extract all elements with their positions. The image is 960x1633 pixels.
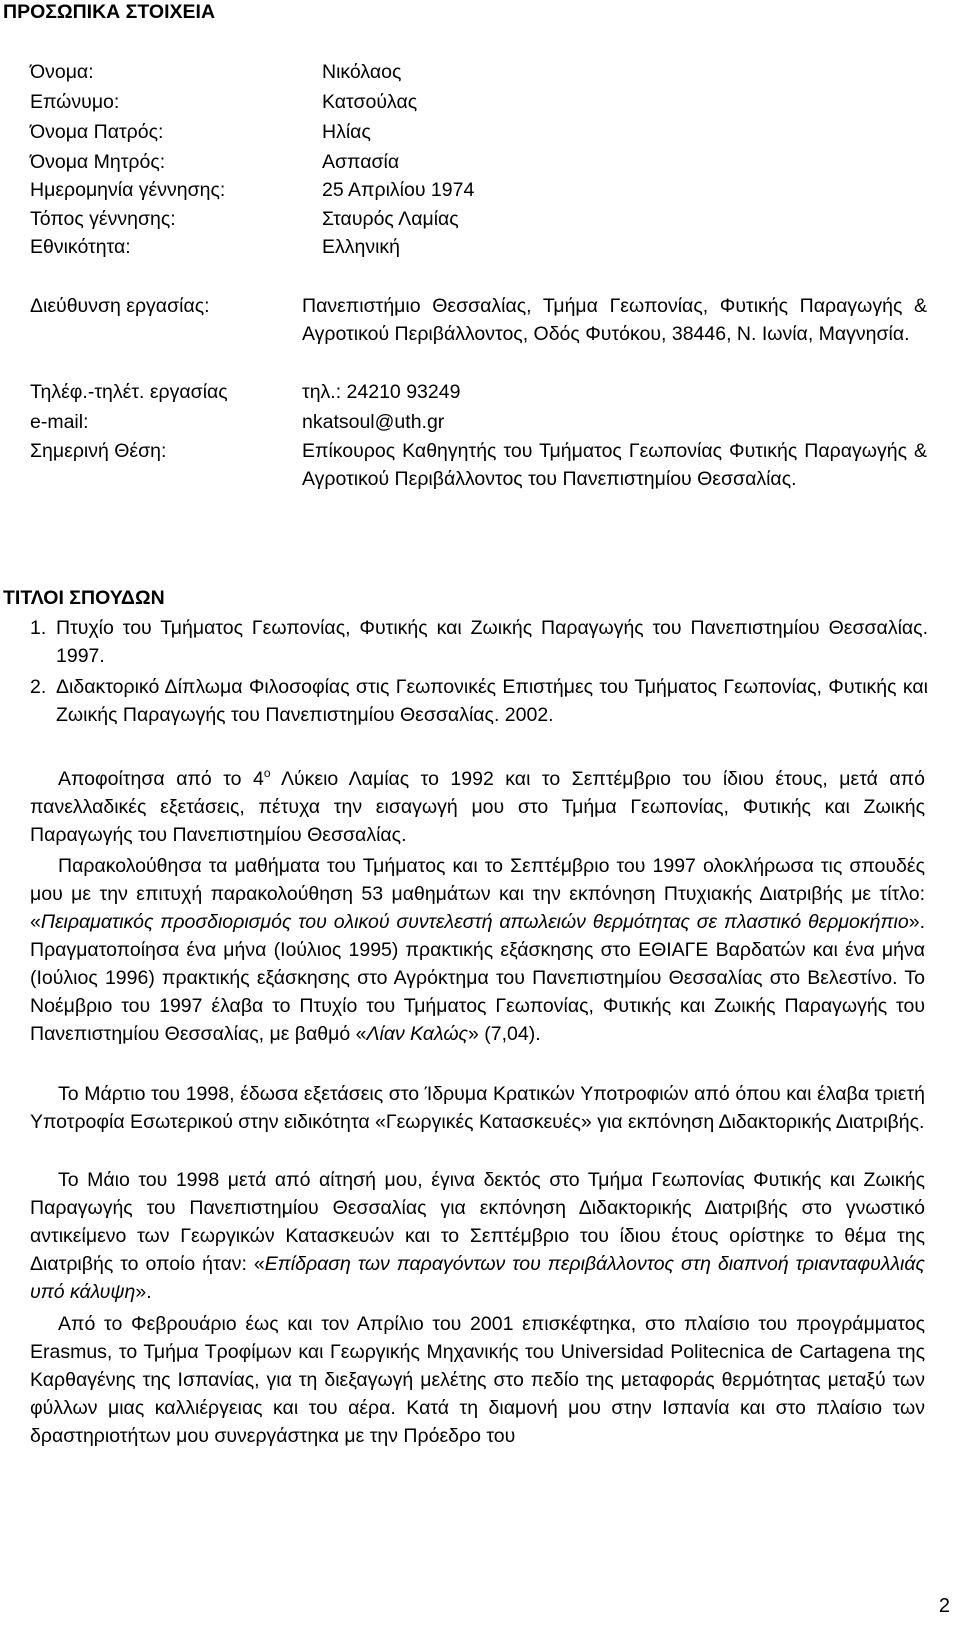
value-work-address: Πανεπιστήμιο Θεσσαλίας, Τμήμα Γεωπονίας, Φυτικής Παραγωγής & Αγροτικού Περιβάλλοντος, Οδός Φυτόκου, 38446, Ν. Ιωνία, Μαγνησία. — [302, 295, 927, 345]
value-father-name: Ηλίας — [322, 121, 371, 143]
degree-text-2: Διδακτορικό Δίπλωμα Φιλοσοφίας στις Γεωπονικές Επιστήμες του Τμήματος Γεωπονίας, Φυτικής και Ζωικής Παραγωγής του Πανεπιστημίου Θεσσαλίας. 2002. — [56, 676, 928, 726]
degree-number-1: 1. — [30, 617, 47, 639]
value-birth-place: Σταυρός Λαμίας — [322, 208, 459, 230]
value-birth-date: 25 Απριλίου 1974 — [322, 179, 475, 201]
bio-p2-text-c: » (7,04). — [468, 1023, 541, 1045]
label-birth-date: Ημερομηνία γέννησης: — [30, 179, 226, 201]
label-work-phone: Τηλέφ.-τηλέτ. εργασίας — [30, 381, 228, 403]
bio-p4-thesis-title: Επίδραση των παραγόντων του περιβάλλοντος στη διαπνοή τριανταφυλλιάς υπό κάλυψη — [30, 1253, 925, 1303]
value-work-phone: τηλ.: 24210 93249 — [302, 381, 461, 403]
bio-p1-text-a: Αποφοίτησα από το 4 — [58, 768, 264, 790]
value-email: nkatsoul@uth.gr — [302, 411, 445, 433]
value-mother-name: Ασπασία — [322, 151, 400, 173]
bio-p1-text-b: Λύκειο Λαμίας το 1992 και το Σεπτέμβριο του ίδιου έτους, μετά από πανελλαδικές εξετάσεις, πέτυχα την εισαγωγή μου στο Τμήμα Γεωπονίας, Φυτικής και Ζωικής Παραγωγής του Πανεπιστημίου Θεσσαλίας. — [30, 768, 925, 846]
label-birth-place: Τόπος γέννησης: — [30, 208, 176, 230]
label-email: e-mail: — [30, 411, 89, 433]
value-current-position: Επίκουρος Καθηγητής του Τμήματος Γεωπονίας Φυτικής Παραγωγής & Αγροτικού Περιβάλλοντος του Πανεπιστημίου Θεσσαλίας. — [302, 440, 927, 490]
bio-paragraph-3: Το Μάρτιο του 1998, έδωσα εξετάσεις στο Ίδρυμα Κρατικών Υποτροφιών από όπου και έλαβα τριετή Υποτροφία Εσωτερικού στην ειδικότητα «Γεωργικές Κατασκευές» για εκπόνηση Διδακτορικής Διατριβής. — [30, 1083, 925, 1133]
label-mother-name: Όνομα Μητρός: — [30, 151, 166, 173]
bio-p4-text-a: Το Μάιο του 1998 μετά από αίτησή μου, έγινα δεκτός στο Τμήμα Γεωπονίας Φυτικής και Ζωικής Παραγωγής του Πανεπιστημίου Θεσσαλίας για εκπόνηση Διδακτορικής Διατριβής στο γνωστικό αντικείμενο των Γεωργικών Κατασκευών και το Σεπτέμβριο του ίδιου έτους ορίστηκε το θέμα της Διατριβής το οποίο ήταν: « — [30, 1169, 925, 1275]
value-last-name: Κατσούλας — [322, 91, 418, 113]
page-number: 2 — [938, 1595, 950, 1617]
bio-p2-text-b: ». Πραγματοποίησα ένα μήνα (Ιούλιος 1995) πρακτικής εξάσκησης στο ΕΘΙΑΓΕ Βαρδατών και ένα μήνα (Ιούλιος 1996) πρακτικής εξάσκησης στο Αγρόκτημα του Πανεπιστημίου Θεσσαλίας στο Βελεστίνο. Το Νοέμβριο του 1997 έλαβα το Πτυχίο του Τμήματος Γεωπονίας, Φυτικής και Ζωικής Παραγωγής του Πανεπιστημίου Θεσσαλίας, με βαθμό « — [30, 911, 925, 1045]
value-first-name: Νικόλαος — [322, 61, 402, 83]
bio-paragraph-4 — [30, 1166, 925, 1306]
degree-number-2: 2. — [30, 676, 47, 698]
bio-p1-superscript: ο — [263, 766, 271, 780]
bio-paragraph-2 — [30, 852, 925, 1048]
bio-p4-text-b: ». — [135, 1281, 152, 1303]
bio-p2-grade: Λίαν Καλώς — [366, 1023, 468, 1045]
label-first-name: Όνομα: — [30, 61, 94, 83]
label-father-name: Όνομα Πατρός: — [30, 121, 164, 143]
section-title-studies: ΤΙΤΛΟΙ ΣΠΟΥΔΩΝ — [3, 587, 165, 609]
bio-p2-text-a: Παρακολούθησα τα μαθήματα του Τμήματος και το Σεπτέμβριο του 1997 ολοκλήρωσα τις σπουδές μου με την επιτυχή παρακολούθηση 53 μαθημάτων και την εκπόνηση Πτυχιακής Διατριβής με τίτλο: « — [30, 855, 925, 933]
bio-paragraph-1 — [30, 765, 925, 849]
label-nationality: Εθνικότητα: — [30, 236, 131, 258]
label-work-address: Διεύθυνση εργασίας: — [30, 295, 210, 317]
label-last-name: Επώνυμο: — [30, 91, 120, 113]
value-nationality: Ελληνική — [322, 236, 401, 258]
bio-p2-thesis-title: Πειραματικός προσδιορισμός του ολικού συντελεστή απωλειών θερμότητας σε πλαστικό θερμοκήπιο — [40, 911, 909, 933]
section-title-personal: ΠΡΟΣΩΠΙΚΑ ΣΤΟΙΧΕΙΑ — [3, 1, 216, 23]
label-current-position: Σημερινή Θέση: — [30, 440, 167, 462]
degree-text-1: Πτυχίο του Τμήματος Γεωπονίας, Φυτικής και Ζωικής Παραγωγής του Πανεπιστημίου Θεσσαλίας. 1997. — [56, 617, 928, 667]
bio-paragraph-5: Από το Φεβρουάριο έως και τον Απρίλιο του 2001 επισκέφτηκα, στο πλαίσιο του προγράμματος Erasmus, το Τμήμα Τροφίμων και Γεωργικής Μηχανικής του Universidad Politecnica de Cartagena της Καρθαγένης της Ισπανίας, για τη διεξαγωγή μελέτης στο πεδίο της μεταφοράς θερμότητας μεταξύ των φύλλων μιας καλλιέργειας και του αέρα. Κατά τη διαμονή μου στην Ισπανία και στο πλαίσιο των δραστηριοτήτων μου συνεργάστηκα με την Πρόεδρο του — [30, 1313, 925, 1447]
